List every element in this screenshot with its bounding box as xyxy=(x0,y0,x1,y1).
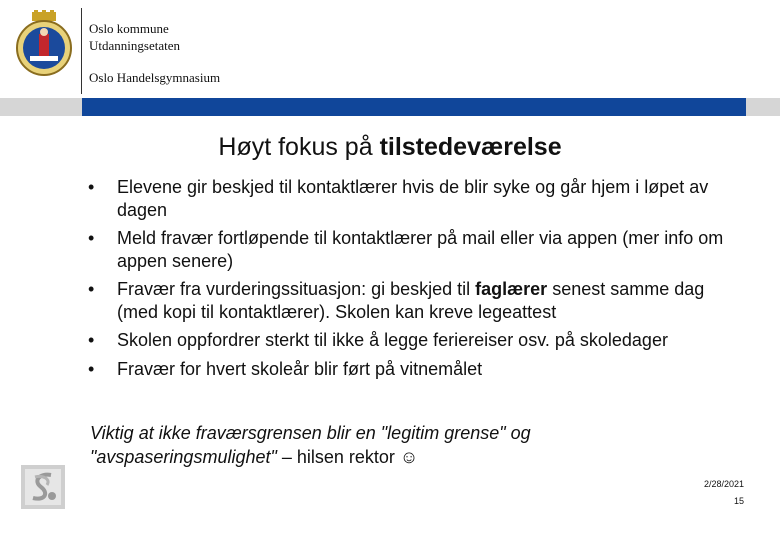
bullet-text: Skolen oppfordrer sterkt til ikke å legge feriereiser osv. på skoledager xyxy=(117,330,668,350)
header-band-right xyxy=(746,98,780,116)
bullet-text: Meld fravær fortløpende til kontaktlærer på mail eller via appen (mer info om appen senere) xyxy=(117,228,724,271)
slide-title-plain: Høyt fokus på xyxy=(218,133,380,161)
slide-number: 15 xyxy=(733,496,744,506)
list-item xyxy=(88,358,748,381)
quote-rest: – hilsen rektor ☺ xyxy=(276,447,419,467)
header-divider xyxy=(81,8,82,94)
list-item xyxy=(88,329,748,352)
school-logo-icon xyxy=(21,465,65,509)
slide-date: 2/28/2021 xyxy=(703,479,744,489)
slide-title xyxy=(0,133,780,162)
org-name: Oslo kommune xyxy=(89,21,169,36)
bullet-icon: • xyxy=(88,330,95,350)
bullet-icon: • xyxy=(88,358,95,379)
bullet-text: senest samme dag (med kopi til kontaktlærer). Skolen kan kreve legeattest xyxy=(117,279,705,322)
list-item xyxy=(88,278,748,323)
list-item xyxy=(88,227,748,272)
org-department: Utdanningsetaten xyxy=(89,38,180,53)
header-band-left xyxy=(0,98,82,116)
oslo-coat-of-arms-icon xyxy=(14,10,74,78)
bullet-list xyxy=(88,176,748,386)
bullet-icon: • xyxy=(88,279,95,299)
quote-italic: Viktig at ikke fraværsgrensen blir en "legitim grense" og "avspaseringsmulighet" xyxy=(90,423,531,467)
bullet-text: Fravær fra vurderingssituasjon: gi beskjed til xyxy=(117,279,476,299)
bullet-icon: • xyxy=(88,177,95,197)
bullet-text: Fravær for hvert skoleår blir ført på vitnemålet xyxy=(117,358,483,379)
bullet-text: Elevene gir beskjed til kontaktlærer hvis de blir syke og går hjem i løpet av dagen xyxy=(117,177,709,220)
rector-quote xyxy=(90,421,650,469)
header-band xyxy=(82,98,746,116)
school-name: Oslo Handelsgymnasium xyxy=(89,70,221,85)
bullet-icon: • xyxy=(88,228,95,248)
list-item xyxy=(88,176,748,221)
slide-title-bold: tilstedeværelse xyxy=(379,133,562,161)
bullet-text-bold: faglærer xyxy=(475,279,548,299)
